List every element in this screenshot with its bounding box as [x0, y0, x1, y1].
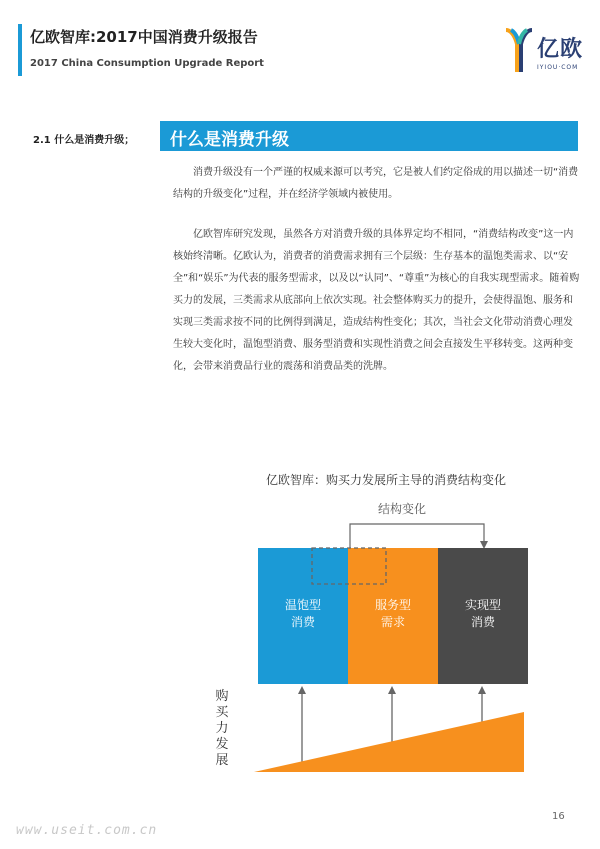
upward-arrowhead-3: [478, 686, 486, 694]
structure-change-arrowhead: [480, 541, 488, 549]
block-service-label-line1: 服务型: [374, 598, 412, 612]
logo-domain: IYIOU·COM: [537, 64, 579, 71]
vertical-label-char-5: 展: [215, 753, 229, 768]
site-watermark: www.useit.com.cn: [16, 823, 158, 838]
structure-change-label: 结构变化: [377, 502, 427, 516]
report-subtitle: 2017 China Consumption Upgrade Report: [30, 58, 264, 69]
upward-arrowhead-2: [388, 686, 396, 694]
report-title: 亿欧智库:2017中国消费升级报告: [30, 28, 258, 46]
block-realization-label-line2: 消费: [470, 615, 496, 629]
page-number: 16: [552, 811, 565, 822]
logo-wordmark: 亿欧: [537, 37, 584, 62]
vertical-label-char-1: 购: [215, 689, 229, 704]
upward-arrowhead-1: [298, 686, 306, 694]
block-service-label-line2: 需求: [380, 615, 406, 629]
block-basic-label-line1: 温饱型: [284, 598, 322, 612]
purchasing-power-ramp: [254, 712, 524, 772]
diagram-title: 亿欧智库：购买力发展所主导的消费结构变化: [265, 473, 507, 487]
block-realization-label-line1: 实现型: [464, 598, 502, 612]
section-banner-title: 什么是消费升级: [170, 130, 289, 150]
vertical-label-char-4: 发: [215, 737, 229, 752]
body-paragraph-2: 亿欧智库研究发现，虽然各方对消费升级的具体界定均不相同，“消费结构改变”这一内核始终清晰。亿欧认为，消费者的消费需求拥有三个层级：生存基本的温饱类需求、以“安全”和“娱乐”为代表的服务型需求，以及以“认同”、“尊重”为核心的自我实现型需求。随着购买力的发展，三类需求从底部向上依次实现。社会整体购买力的提升，会使得温饱、服务和实现三类需求按不同的比例得到满足，造成结构性变化；其次，当社会文化带动消费心理发生较大变化时，温饱型消费、服务型消费和实现性消费之间会直接发生平移转变。这两种变化，会带来消费品行业的震荡和消费品类的洗牌。: [173, 229, 580, 372]
section-label: 2.1 什么是消费升级；: [33, 135, 135, 146]
vertical-label-char-2: 买: [215, 705, 229, 720]
structure-change-bracket: [350, 524, 484, 548]
block-basic-label-line2: 消费: [290, 615, 316, 629]
vertical-label-char-3: 力: [215, 721, 229, 736]
body-paragraph-1: 消费升级没有一个严谨的权威来源可以考究，它是被人们约定俗成的用以描述一切“消费结构的升级变化”过程，并在经济学领域内被使用。: [173, 167, 579, 200]
